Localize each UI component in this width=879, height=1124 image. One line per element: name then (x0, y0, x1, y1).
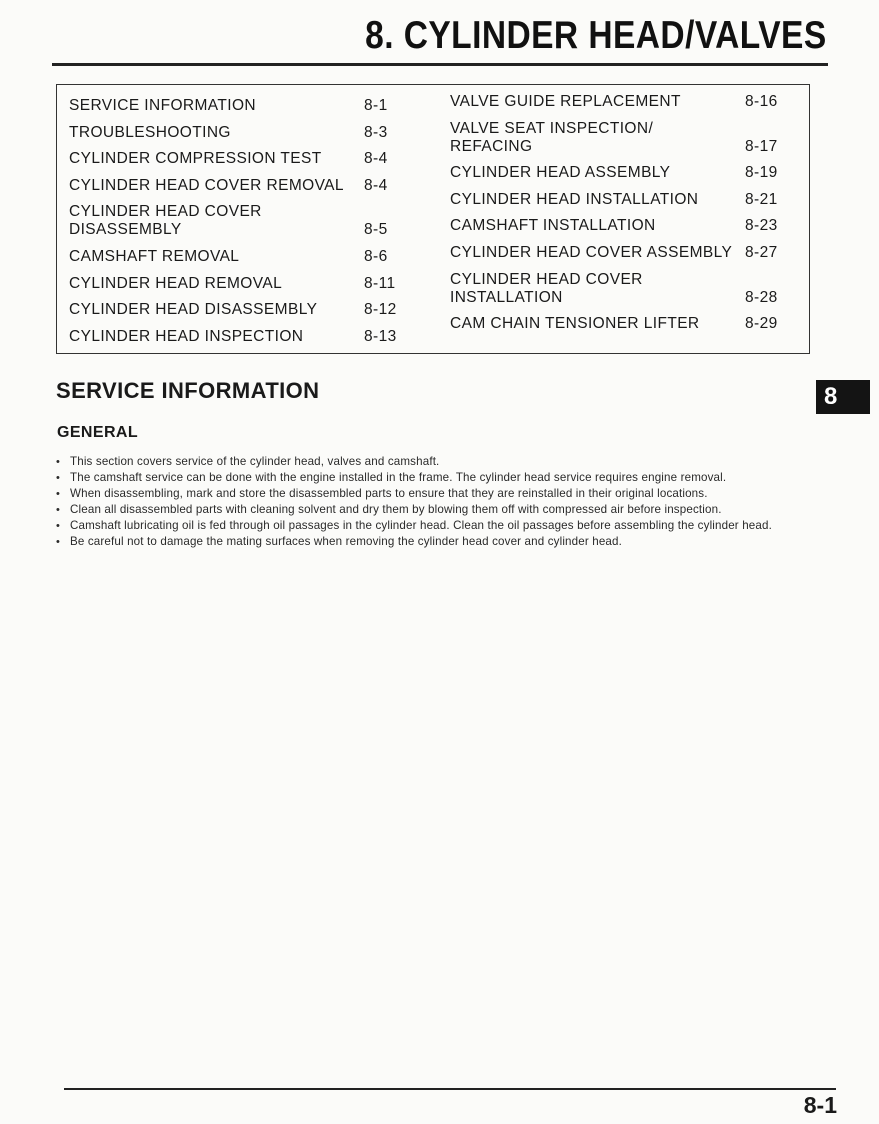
toc-entry-title: SERVICE INFORMATION (69, 97, 257, 114)
toc-entry-page: 8-12 (364, 301, 397, 319)
toc-entry[interactable] (450, 120, 785, 156)
chapter-tab-marker: 8 (816, 380, 870, 414)
toc-entry[interactable] (69, 97, 404, 115)
toc-entry-page: 8-17 (745, 137, 778, 155)
toc-entry-page: 8-3 (364, 123, 388, 141)
toc-entry[interactable] (450, 93, 785, 111)
chapter-title: 8. CYLINDER HEAD/VALVES (365, 14, 827, 57)
toc-entry[interactable] (450, 164, 785, 182)
toc-entry[interactable] (69, 203, 404, 239)
toc-entry[interactable] (450, 315, 785, 333)
toc-entry-title: CYLINDER HEAD ASSEMBLY (450, 164, 671, 182)
toc-entry[interactable] (69, 328, 404, 346)
toc-entry-title: CYLINDER HEAD COVER DISASSEMBLY (69, 203, 262, 239)
toc-entry-title: CYLINDER COMPRESSION TEST (69, 150, 322, 168)
toc-entry[interactable] (450, 244, 785, 262)
toc-entry[interactable] (69, 275, 404, 293)
toc-entry-title: CYLINDER HEAD INSTALLATION (450, 190, 699, 208)
toc-entry-page: 8-16 (745, 93, 778, 110)
toc-entry-title: CYLINDER HEAD COVER ASSEMBLY (450, 243, 733, 261)
toc-entry[interactable] (69, 150, 404, 168)
toc-entry-page: 8-6 (364, 247, 388, 265)
list-item: • The camshaft service can be done with the engine installed in the frame. The cylinder head service requires engine removal. (56, 471, 816, 485)
footer-divider (64, 1088, 836, 1090)
toc-entry[interactable] (69, 301, 404, 319)
toc-entry-page: 8-21 (745, 190, 778, 208)
toc-entry[interactable] (450, 271, 785, 307)
toc-entry-title: CYLINDER HEAD REMOVAL (69, 274, 283, 292)
toc-entry-page: 8-13 (364, 327, 397, 345)
toc-right-column (450, 93, 785, 342)
toc-entry[interactable] (450, 191, 785, 209)
toc-entry[interactable] (69, 248, 404, 266)
toc-entry-title: VALVE GUIDE REPLACEMENT (450, 93, 681, 110)
table-of-contents (56, 84, 810, 354)
general-bullet-list (56, 455, 816, 551)
general-heading: GENERAL (57, 424, 139, 441)
toc-entry-page: 8-29 (745, 315, 778, 333)
toc-entry-title: CAMSHAFT INSTALLATION (450, 217, 656, 235)
toc-entry-page: 8-27 (745, 243, 778, 261)
toc-left-column (69, 97, 404, 354)
toc-entry[interactable] (450, 217, 785, 235)
list-item: • Clean all disassembled parts with cleaning solvent and dry them by blowing them off with compressed air before inspection. (56, 503, 816, 517)
toc-entry-title: CYLINDER HEAD COVER INSTALLATION (450, 270, 643, 306)
list-item: • Be careful not to damage the mating surfaces when removing the cylinder head cover and cylinder head. (56, 535, 816, 549)
toc-entry-page: 8-19 (745, 164, 778, 182)
list-item: • Camshaft lubricating oil is fed through oil passages in the cylinder head. Clean the oil passages before assembling the cylinder head. (56, 519, 816, 533)
toc-entry-page: 8-4 (364, 176, 388, 194)
toc-entry-page: 8-1 (364, 97, 388, 114)
page-number: 8-1 (803, 1092, 837, 1118)
toc-entry-title: CYLINDER HEAD DISASSEMBLY (69, 301, 318, 319)
toc-entry-title: TROUBLESHOOTING (69, 123, 231, 141)
toc-entry-title: CAM CHAIN TENSIONER LIFTER (450, 315, 700, 333)
toc-entry-page: 8-5 (364, 221, 388, 239)
toc-entry-page: 8-11 (364, 274, 396, 292)
title-divider (52, 63, 828, 66)
toc-entry-title: VALVE SEAT INSPECTION/ REFACING (450, 119, 654, 155)
toc-entry-page: 8-28 (745, 288, 778, 306)
toc-entry-page: 8-4 (364, 150, 388, 168)
list-item: • This section covers service of the cylinder head, valves and camshaft. (56, 455, 816, 469)
toc-entry-title: CYLINDER HEAD INSPECTION (69, 327, 304, 345)
list-item: • When disassembling, mark and store the disassembled parts to ensure that they are reinstalled in their original locations. (56, 487, 816, 501)
toc-entry-page: 8-23 (745, 217, 778, 235)
toc-entry-title: CYLINDER HEAD COVER REMOVAL (69, 176, 344, 194)
toc-entry-title: CAMSHAFT REMOVAL (69, 247, 240, 265)
toc-entry[interactable] (69, 177, 404, 195)
toc-entry[interactable] (69, 124, 404, 142)
section-heading: SERVICE INFORMATION (56, 378, 320, 403)
